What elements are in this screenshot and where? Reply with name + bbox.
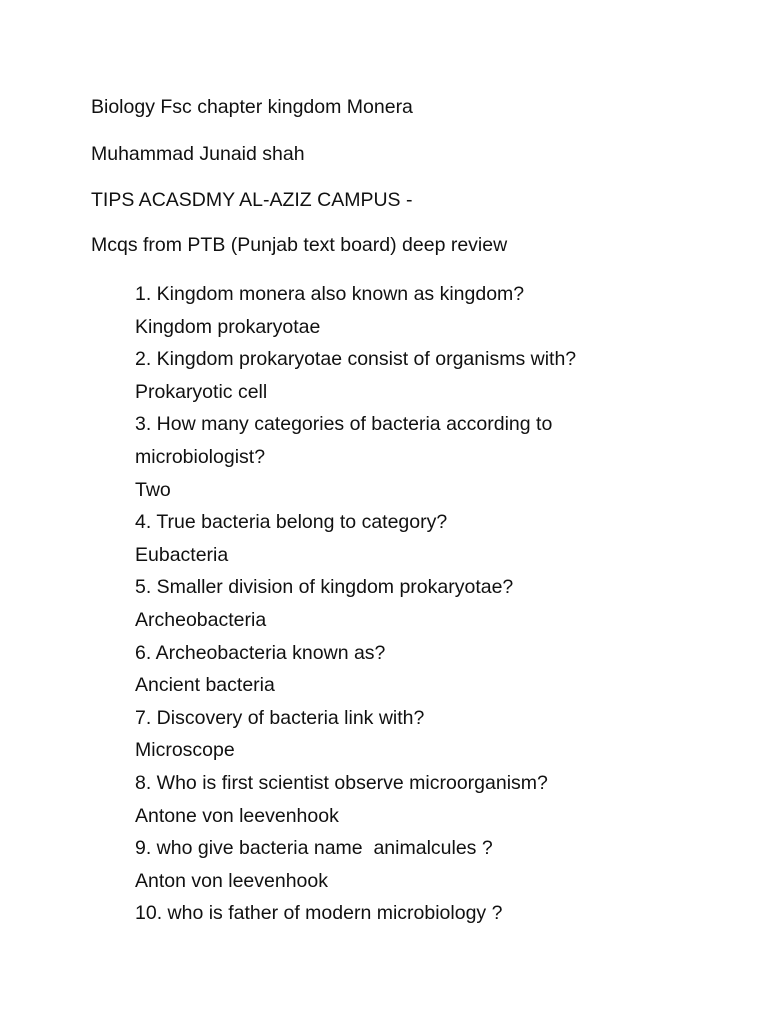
mcq-question: 10. who is father of modern microbiology ? (135, 902, 503, 925)
mcq-item (135, 767, 695, 832)
mcq-item (135, 506, 695, 571)
mcq-answer: Microscope (135, 739, 235, 762)
mcq-item (135, 637, 695, 702)
mcq-answer: Archeobacteria (135, 608, 267, 631)
mcq-question: 7. Discovery of bacteria link with? (135, 706, 425, 729)
mcq-answer: Ancient bacteria (135, 674, 275, 697)
mcq-answer: Eubacteria (135, 543, 229, 566)
mcq-question: 8. Who is first scientist observe microorganism? (135, 771, 548, 794)
mcq-item (135, 408, 695, 506)
mcq-item (135, 343, 695, 408)
mcq-question: 2. Kingdom prokaryotae consist of organisms with? (135, 348, 577, 371)
mcq-answer: Two (135, 478, 171, 501)
mcq-answer: Anton von leevenhook (135, 869, 328, 892)
mcq-question: 3. How many categories of bacteria according to (135, 413, 553, 436)
mcq-question: 9. who give bacteria name animalcules ? (135, 837, 493, 860)
mcq-list (135, 278, 695, 930)
mcq-question: 6. Archeobacteria known as? (135, 641, 386, 664)
mcq-item (135, 702, 695, 767)
mcq-answer: Prokaryotic cell (135, 380, 268, 403)
document-title: Biology Fsc chapter kingdom Monera (91, 96, 413, 118)
mcq-item (135, 832, 695, 897)
mcq-item (135, 571, 695, 636)
mcq-question: 5. Smaller division of kingdom prokaryotae? (135, 576, 514, 599)
author-name: Muhammad Junaid shah (91, 143, 305, 165)
mcq-answer: Antone von leevenhook (135, 804, 339, 827)
mcq-question-continued: microbiologist? (135, 445, 266, 468)
mcq-question: 4. True bacteria belong to category? (135, 511, 448, 534)
mcq-item (135, 897, 695, 930)
academy-name: TIPS ACASDMY AL-AZIZ CAMPUS - (91, 189, 413, 211)
mcq-question: 1. Kingdom monera also known as kingdom? (135, 283, 525, 305)
document-subtitle: Mcqs from PTB (Punjab text board) deep review (91, 234, 508, 256)
mcq-answer: Kingdom prokaryotae (135, 315, 321, 338)
mcq-item (135, 278, 695, 343)
